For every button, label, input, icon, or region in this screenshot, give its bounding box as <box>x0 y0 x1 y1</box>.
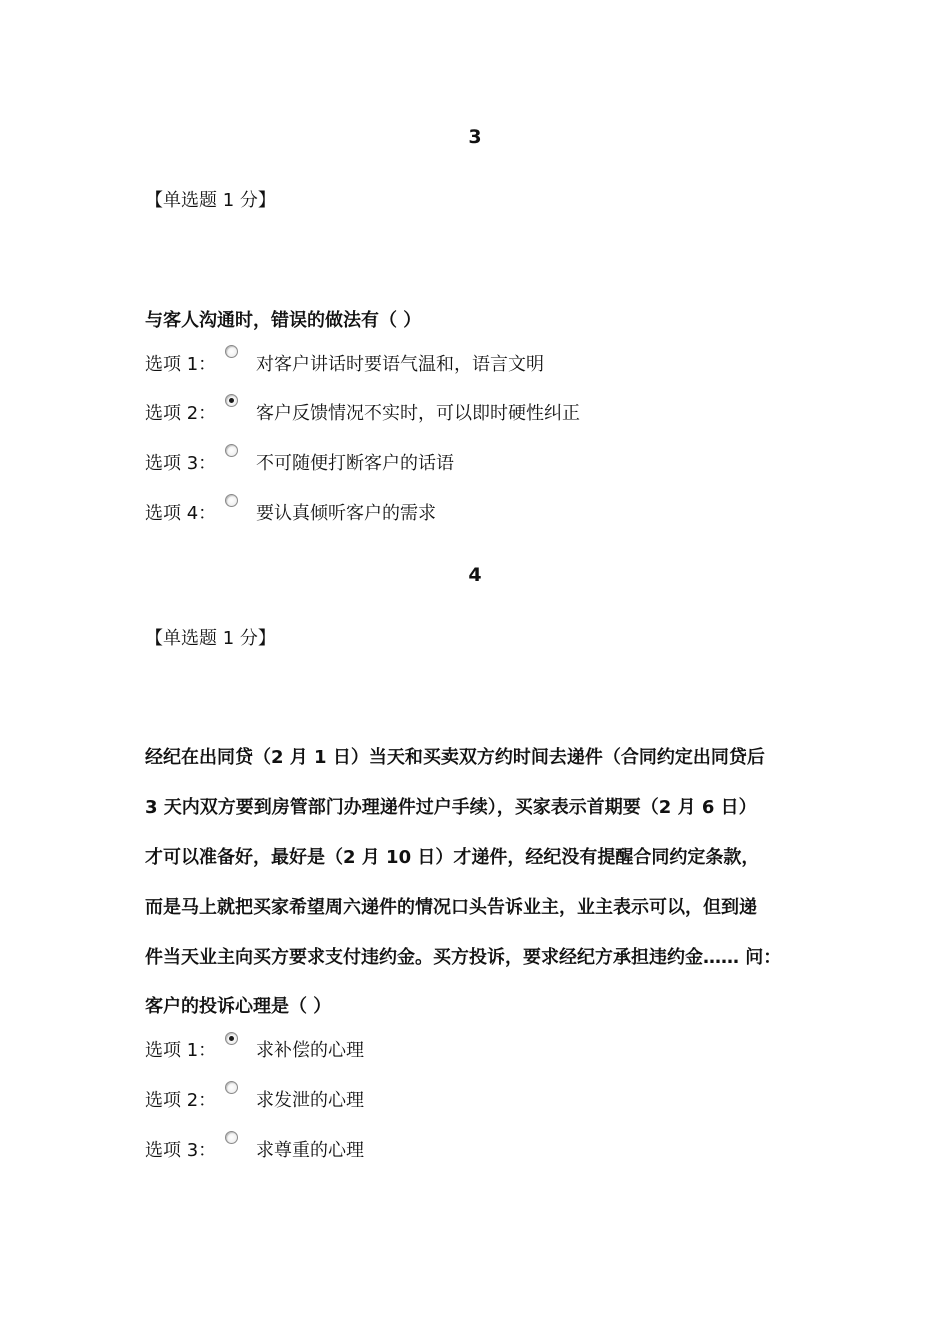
option-text[interactable]: 客户反馈情况不实时，可以即时硬性纠正 <box>256 403 580 424</box>
question-stem-line: 3 天内双方要到房管部门办理递件过户手续），买家表示首期要（2 月 6 日） <box>145 797 757 818</box>
option-label: 选项 3： <box>145 1140 217 1161</box>
option-radio[interactable] <box>225 1081 238 1094</box>
option-label: 选项 2： <box>145 403 217 424</box>
option-radio[interactable] <box>225 494 238 507</box>
option-text[interactable]: 不可随便打断客户的话语 <box>256 453 454 474</box>
option-label: 选项 4： <box>145 503 217 524</box>
option-radio[interactable] <box>225 345 238 358</box>
option-label: 选项 1： <box>145 1040 217 1061</box>
option-text[interactable]: 要认真倾听客户的需求 <box>256 503 436 524</box>
question-type-label: 【单选题 1 分】 <box>145 190 276 211</box>
question-stem-line: 而是马上就把买家希望周六递件的情况口头告诉业主，业主表示可以，但到递 <box>145 897 757 918</box>
option-label: 选项 3： <box>145 453 217 474</box>
option-label: 选项 1： <box>145 354 217 375</box>
option-text[interactable]: 求尊重的心理 <box>256 1140 364 1161</box>
question-stem-line: 件当天业主向买方要求支付违约金。买方投诉，要求经纪方承担违约金…… 问： <box>145 947 782 968</box>
question-number: 4 <box>468 564 482 586</box>
option-radio[interactable] <box>225 1131 238 1144</box>
option-text[interactable]: 对客户讲话时要语气温和，语言文明 <box>256 354 544 375</box>
option-text[interactable]: 求发泄的心理 <box>256 1090 364 1111</box>
option-radio[interactable] <box>225 394 238 407</box>
question-stem-line: 客户的投诉心理是（ ） <box>145 996 332 1017</box>
option-label: 选项 2： <box>145 1090 217 1111</box>
question-number: 3 <box>468 126 482 148</box>
option-text[interactable]: 求补偿的心理 <box>256 1040 364 1061</box>
question-type-label: 【单选题 1 分】 <box>145 628 276 649</box>
option-radio[interactable] <box>225 1032 238 1045</box>
question-stem-line: 经纪在出同贷（2 月 1 日）当天和买卖双方约时间去递件（合同约定出同贷后 <box>145 747 765 768</box>
option-radio[interactable] <box>225 444 238 457</box>
question-stem: 与客人沟通时，错误的做法有（ ） <box>145 310 422 331</box>
question-stem-line: 才可以准备好，最好是（2 月 10 日）才递件，经纪没有提醒合同约定条款， <box>145 847 760 868</box>
